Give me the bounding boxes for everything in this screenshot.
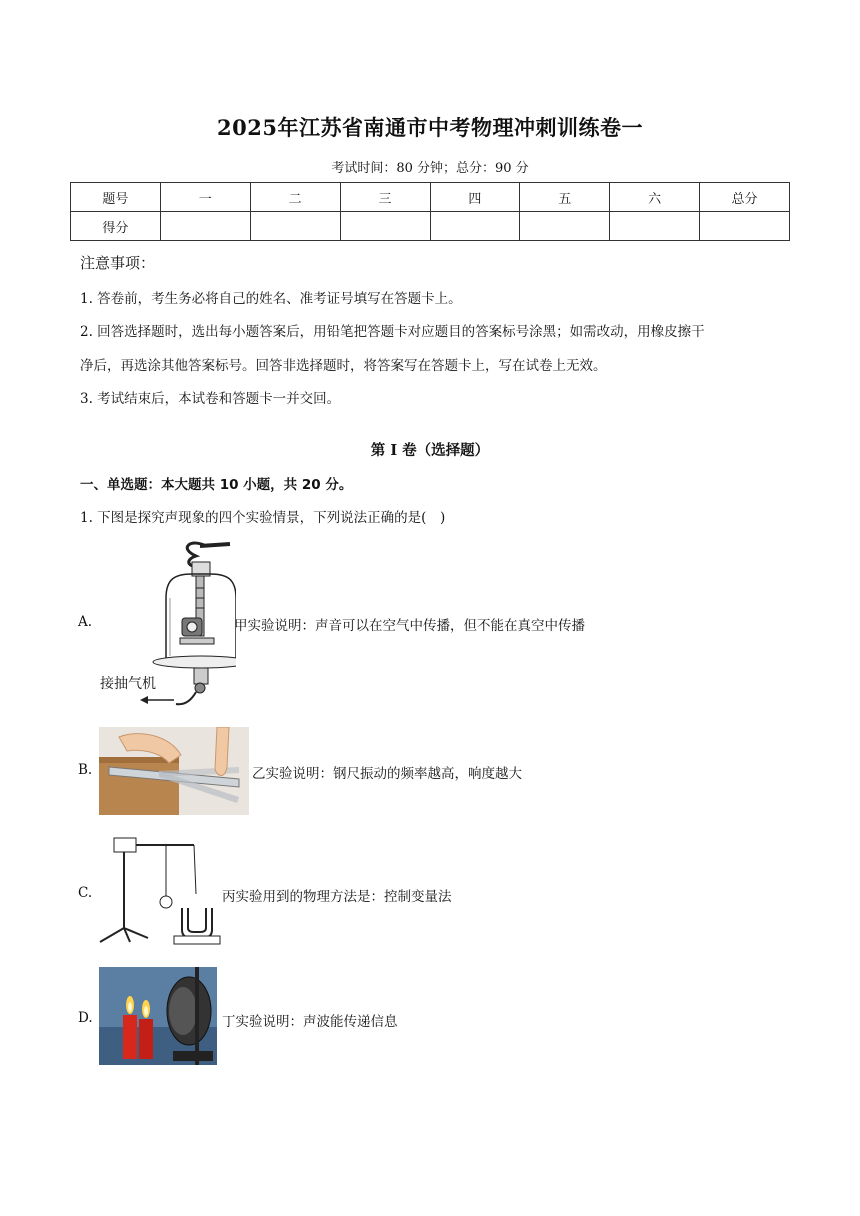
note-item: 3. 考试结束后，本试卷和答题卡一并交回。 bbox=[80, 391, 341, 407]
option-c-letter: C. bbox=[78, 885, 93, 901]
question-stem: 1. 下图是探究声现象的四个实验情景，下列说法正确的是( ) bbox=[80, 510, 446, 526]
candle-speaker-photo bbox=[99, 967, 217, 1065]
score-cell[interactable] bbox=[430, 212, 520, 241]
score-cell[interactable] bbox=[610, 212, 700, 241]
exam-info: 考试时间：80 分钟；总分：90 分 bbox=[331, 161, 529, 176]
table-cell: 三 bbox=[340, 183, 430, 212]
table-cell: 二 bbox=[250, 183, 340, 212]
table-cell: 四 bbox=[430, 183, 520, 212]
score-cell[interactable] bbox=[340, 212, 430, 241]
question-type-heading: 一、单选题：本大题共 10 小题，共 20 分。 bbox=[80, 477, 353, 493]
option-c-text: 丙实验用到的物理方法是：控制变量法 bbox=[222, 889, 452, 905]
table-cell: 一 bbox=[160, 183, 250, 212]
section-title: 第 I 卷（选择题） bbox=[370, 442, 490, 459]
ruler-experiment-photo bbox=[99, 727, 249, 815]
tuning-fork-figure bbox=[96, 832, 226, 948]
table-cell: 五 bbox=[520, 183, 610, 212]
score-cell[interactable] bbox=[700, 212, 790, 241]
note-item: 2. 回答选择题时，选出每小题答案后，用铅笔把答题卡对应题目的答案标号涂黑；如需改动，用橡皮擦干 bbox=[80, 324, 705, 340]
score-cell[interactable] bbox=[520, 212, 610, 241]
note-item: 1. 答卷前，考生务必将自己的姓名、准考证号填写在答题卡上。 bbox=[80, 291, 462, 307]
option-b-text: 乙实验说明：钢尺振动的频率越高，响度越大 bbox=[252, 766, 522, 782]
bell-jar-figure bbox=[96, 538, 236, 710]
score-table bbox=[70, 182, 790, 241]
option-d-letter: D. bbox=[78, 1010, 93, 1026]
table-row bbox=[71, 183, 790, 212]
option-b-letter: B. bbox=[78, 762, 93, 778]
note-item: 净后，再选涂其他答案标号。回答非选择题时，将答案写在答题卡上，写在试卷上无效。 bbox=[80, 358, 607, 374]
score-cell[interactable] bbox=[160, 212, 250, 241]
table-cell: 得分 bbox=[71, 212, 161, 241]
table-row bbox=[71, 212, 790, 241]
notes-title: 注意事项： bbox=[80, 254, 156, 272]
score-cell[interactable] bbox=[250, 212, 340, 241]
option-a-text: 甲实验说明：声音可以在空气中传播，但不能在真空中传播 bbox=[234, 618, 585, 634]
table-cell: 六 bbox=[610, 183, 700, 212]
option-d-text: 丁实验说明：声波能传递信息 bbox=[222, 1014, 398, 1030]
option-a-letter: A. bbox=[78, 614, 93, 630]
page-title: 2025年江苏省南通市中考物理冲刺训练卷一 bbox=[217, 115, 643, 140]
figure-label: 接抽气机 bbox=[100, 676, 156, 692]
table-cell: 题号 bbox=[71, 183, 161, 212]
table-cell: 总分 bbox=[700, 183, 790, 212]
